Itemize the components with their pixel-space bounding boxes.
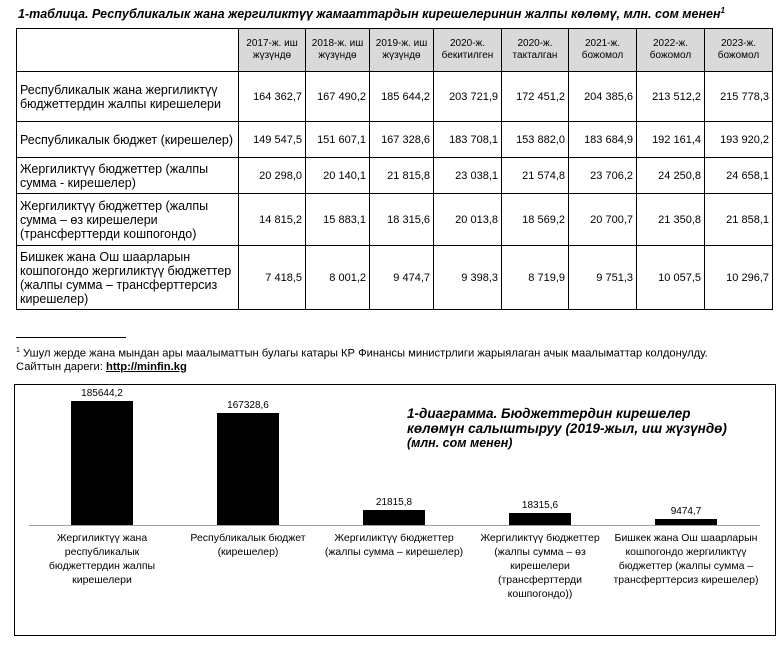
- table-cell: 18 315,6: [370, 194, 434, 246]
- table-cell: 10 296,7: [705, 246, 773, 310]
- table-header-row: [17, 29, 773, 72]
- footnote-mark: 1: [16, 347, 20, 354]
- table-cell: 21 858,1: [705, 194, 773, 246]
- bar-value-label: 21815,8: [375, 497, 413, 508]
- table-cell: 9 751,3: [569, 246, 637, 310]
- table-cell: 151 607,1: [306, 122, 370, 158]
- table-cell: 21 815,8: [370, 158, 434, 194]
- table-title: [18, 6, 778, 21]
- table-title-text: 1-таблица. Республикалык жана жергиликтүү жамааттардын кирешелеринин жалпы көлөмү, млн. сом менен: [18, 7, 721, 22]
- chart-bar: [655, 519, 717, 525]
- table-cell: 172 451,2: [502, 72, 569, 122]
- table-row: [17, 158, 773, 194]
- bar-value-label: 167328,6: [227, 400, 269, 411]
- table-cell: 7 418,5: [239, 246, 306, 310]
- chart-bar: [509, 513, 571, 525]
- chart-title-line: көлөмүн салыштыруу (2019-жыл, иш жүзүндө): [407, 421, 727, 436]
- table-cell: 24 250,8: [637, 158, 705, 194]
- table-cell: 21 574,8: [502, 158, 569, 194]
- table-cell: 18 569,2: [502, 194, 569, 246]
- table-cell: 23 706,2: [569, 158, 637, 194]
- chart-baseline: [29, 525, 760, 526]
- category-label: Бишкек жана Ош шаарларын кошпогондо жергиликтүү бюджеттер (жалпы сумма – трансферттерсиз кирешелер): [613, 532, 759, 586]
- table-cell: 203 721,9: [434, 72, 502, 122]
- table-header-cell: 2018-ж. иш жүзүндө: [306, 29, 370, 72]
- table-cell: 167 490,2: [306, 72, 370, 122]
- bar-value-label: 18315,6: [521, 500, 559, 511]
- table-cell: 9 474,7: [370, 246, 434, 310]
- bar-value-label: 9474,7: [670, 506, 702, 517]
- row-label: Жергиликтүү бюджеттер (жалпы сумма - кирешелер): [17, 158, 239, 194]
- table-cell: 14 815,2: [239, 194, 306, 246]
- table-header-cell: 2023-ж. божомол: [705, 29, 773, 72]
- revenue-table: [16, 28, 773, 310]
- category-label: Жергиликтүү бюджеттер (жалпы сумма – кирешелер): [324, 532, 464, 558]
- row-label: Республикалык бюджет (кирешелер): [17, 122, 239, 158]
- bar-value-label: 185644,2: [81, 388, 123, 399]
- table-cell: 20 140,1: [306, 158, 370, 194]
- chart-title: [407, 406, 777, 451]
- table-row: [17, 122, 773, 158]
- chart-title-units: (млн. сом менен): [407, 436, 513, 450]
- row-label: Жергиликтүү бюджеттер (жалпы сумма – өз кирешелери (трансферттерди кошпогондо): [17, 194, 239, 246]
- table-cell: 23 038,1: [434, 158, 502, 194]
- table-header-cell: 2022-ж. божомол: [637, 29, 705, 72]
- table-cell: 15 883,1: [306, 194, 370, 246]
- revenue-bar-chart: [14, 384, 776, 636]
- footnote-divider: [16, 337, 126, 338]
- chart-bar: [217, 413, 279, 525]
- chart-title-line: 1-диаграмма. Бюджеттердин кирешелер: [407, 406, 691, 421]
- table-cell: 215 778,3: [705, 72, 773, 122]
- row-label: Республикалык жана жергиликтүү бюджеттердин жалпы кирешелери: [17, 72, 239, 122]
- table-header-cell: 2020-ж. бекитилген: [434, 29, 502, 72]
- table-header-cell: 2017-ж. иш жүзүндө: [239, 29, 306, 72]
- chart-bar: [71, 401, 133, 525]
- table-cell: 20 298,0: [239, 158, 306, 194]
- table-title-footnote-mark: 1: [720, 6, 725, 15]
- table-cell: 9 398,3: [434, 246, 502, 310]
- footnote-text: Ушул жерде жана мындан ары маалыматтын булагы катары КР Финансы министрлиги жарыялаган ачык маалыматтар колдонулду.: [23, 347, 708, 360]
- footnote-source-label: Сайттын дареги:: [16, 360, 103, 373]
- table-cell: 193 920,2: [705, 122, 773, 158]
- table-cell: 10 057,5: [637, 246, 705, 310]
- table-cell: 20 700,7: [569, 194, 637, 246]
- table-cell: 20 013,8: [434, 194, 502, 246]
- table-cell: 153 882,0: [502, 122, 569, 158]
- table-header-cell: 2019-ж. иш жүзүндө: [370, 29, 434, 72]
- table-cell: 8 719,9: [502, 246, 569, 310]
- table-cell: 204 385,6: [569, 72, 637, 122]
- table-cell: 192 161,4: [637, 122, 705, 158]
- table-row: [17, 246, 773, 310]
- category-label: Жергиликтүү бюджеттер (жалпы сумма – өз кирешелери (трансферттерди кошпогондо)): [480, 532, 600, 600]
- chart-bar: [363, 510, 425, 525]
- table-cell: 183 708,1: [434, 122, 502, 158]
- table-row: [17, 72, 773, 122]
- table-cell: 167 328,6: [370, 122, 434, 158]
- table-header-cell: 2020-ж. такталган: [502, 29, 569, 72]
- category-label: Республикалык бюджет (кирешелер): [190, 532, 306, 558]
- row-label: Бишкек жана Ош шаарларын кошпогондо жергиликтүү бюджеттер (жалпы сумма – трансферттерсиз кирешелер): [17, 246, 239, 310]
- table-cell: 183 684,9: [569, 122, 637, 158]
- table-cell: 8 001,2: [306, 246, 370, 310]
- table-cell: 213 512,2: [637, 72, 705, 122]
- minfin-link[interactable]: http://minfin.kg: [106, 360, 187, 373]
- table-cell: 164 362,7: [239, 72, 306, 122]
- table-cell: 149 547,5: [239, 122, 306, 158]
- table-cell: 24 658,1: [705, 158, 773, 194]
- category-label: Жергиликтүү жана республикалык бюджеттердин жалпы кирешелери: [48, 532, 156, 586]
- footnote: [16, 344, 780, 374]
- table-header-cell: 2021-ж. божомол: [569, 29, 637, 72]
- table-row: [17, 194, 773, 246]
- table-cell: 185 644,2: [370, 72, 434, 122]
- table-header-empty: [17, 29, 239, 72]
- table-cell: 21 350,8: [637, 194, 705, 246]
